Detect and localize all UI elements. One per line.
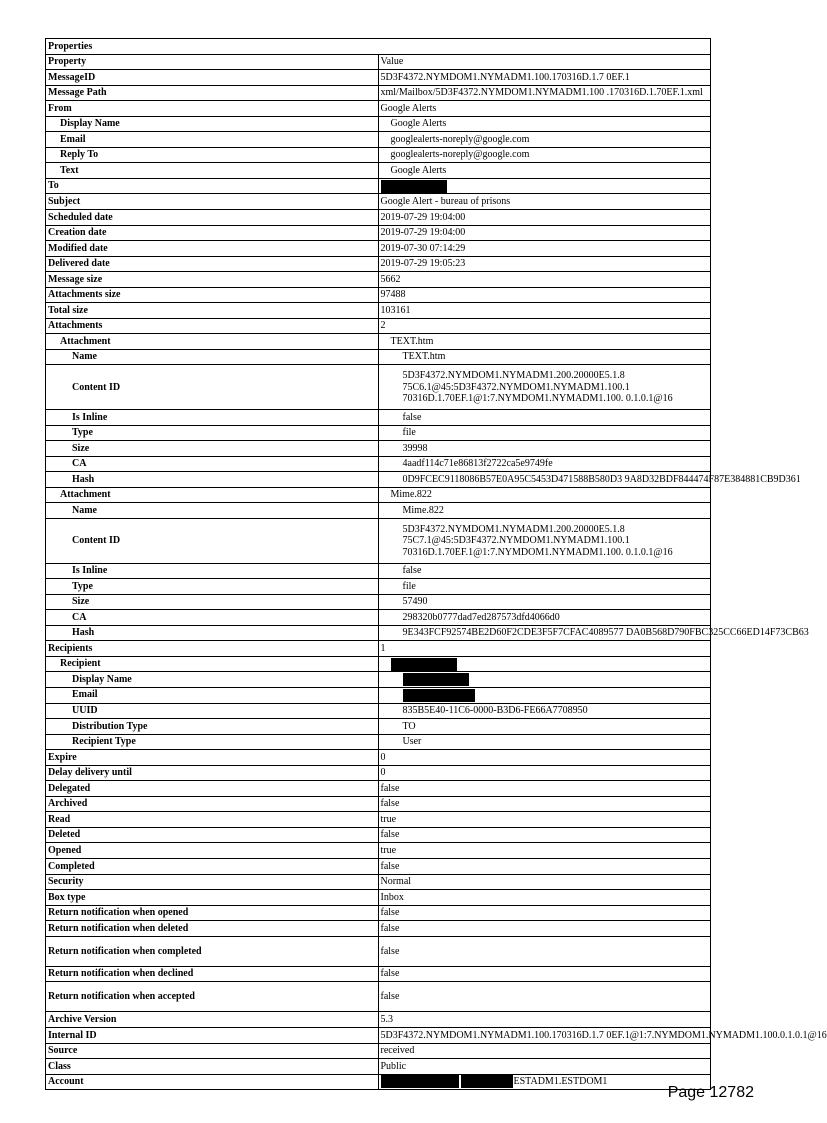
property-name: Creation date — [46, 225, 379, 241]
property-name: Security — [46, 874, 379, 890]
value-text: false — [380, 782, 400, 794]
property-name: Is Inline — [46, 563, 379, 579]
property-name: Total size — [46, 303, 379, 319]
account-text: ESTADM1.ESTDOM1 — [513, 1076, 608, 1088]
property-name: Content ID — [46, 518, 379, 563]
value-text: 0 — [380, 751, 386, 763]
value-text: Google Alert - bureau of prisons — [380, 195, 511, 207]
value-text: 0D9FCEC9118086B57E0A95C5453D471588B580D3 9A8D32BDF844474F87E384881CB9D361 — [402, 473, 801, 485]
value-text: 835B5E40-11C6-0000-B3D6-FE66A7708950 — [402, 705, 588, 717]
value-text: false — [402, 411, 422, 423]
property-name: Opened — [46, 843, 379, 859]
table-row — [46, 656, 711, 672]
property-value — [378, 1012, 711, 1028]
property-value — [378, 890, 711, 906]
value-text: received — [380, 1045, 415, 1057]
table-row — [46, 905, 711, 921]
table-row — [46, 225, 711, 241]
table-row — [46, 625, 711, 641]
table-row — [46, 890, 711, 906]
property-name: Text — [46, 163, 379, 179]
property-value — [378, 194, 711, 210]
value-text: googlealerts-noreply@google.com — [390, 133, 530, 145]
property-name: Distribution Type — [46, 719, 379, 735]
property-name: CA — [46, 610, 379, 626]
property-name: Type — [46, 425, 379, 441]
property-value — [378, 1059, 711, 1075]
property-value — [378, 672, 711, 688]
value-text: false — [380, 907, 400, 919]
property-value — [378, 921, 711, 937]
property-value — [378, 518, 711, 563]
property-value — [378, 116, 711, 132]
property-value — [378, 982, 711, 1012]
value-text: 298320b0777dad7ed287573dfd4066d0 — [402, 611, 560, 623]
property-name: Box type — [46, 890, 379, 906]
table-row — [46, 563, 711, 579]
table-row — [46, 116, 711, 132]
property-name: CA — [46, 456, 379, 472]
table-row — [46, 1043, 711, 1059]
property-name: Attachments size — [46, 287, 379, 303]
table-header-row — [46, 54, 711, 70]
property-value — [378, 796, 711, 812]
table-row — [46, 456, 711, 472]
table-row — [46, 256, 711, 272]
value-text: 1 — [380, 642, 386, 654]
value-text: TEXT.htm — [402, 351, 446, 363]
table-row — [46, 318, 711, 334]
property-value — [378, 410, 711, 426]
property-value — [378, 132, 711, 148]
page-number: Page 12782 — [667, 1084, 754, 1101]
redaction-block — [391, 658, 457, 671]
property-value — [378, 687, 711, 703]
property-name: Return notification when opened — [46, 905, 379, 921]
value-text: 5D3F4372.NYMDOM1.NYMADM1.100.170316D.1.7 0EF.1 — [380, 71, 630, 83]
property-value — [378, 503, 711, 519]
property-name: Read — [46, 812, 379, 828]
table-row — [46, 966, 711, 982]
value-text: file — [402, 580, 416, 592]
property-value — [378, 1074, 711, 1090]
property-name: Delivered date — [46, 256, 379, 272]
table-row — [46, 487, 711, 503]
property-name: Recipients — [46, 641, 379, 657]
table-row — [46, 518, 711, 563]
property-value — [378, 272, 711, 288]
table-row — [46, 147, 711, 163]
value-text: Normal — [380, 876, 412, 888]
property-value — [378, 812, 711, 828]
property-name: Recipient Type — [46, 734, 379, 750]
value-text: false — [380, 991, 400, 1003]
property-name: Size — [46, 441, 379, 457]
table-row — [46, 303, 711, 319]
property-name: Internal ID — [46, 1028, 379, 1044]
table-row — [46, 703, 711, 719]
property-value — [378, 441, 711, 457]
table-row — [46, 827, 711, 843]
value-text: false — [380, 922, 400, 934]
value-text: 2019-07-29 19:05:23 — [380, 258, 466, 270]
value-text: 2019-07-29 19:04:00 — [380, 211, 466, 223]
properties-table — [45, 38, 827, 1090]
table-row — [46, 132, 711, 148]
property-value — [378, 750, 711, 766]
property-value — [378, 163, 711, 179]
property-value — [378, 225, 711, 241]
property-name: Account — [46, 1074, 379, 1090]
property-value — [378, 210, 711, 226]
value-text: false — [380, 945, 400, 957]
property-name: Email — [46, 132, 379, 148]
redaction-block — [403, 673, 469, 686]
property-value — [378, 719, 711, 735]
value-text: Public — [380, 1060, 407, 1072]
property-name: Name — [46, 503, 379, 519]
property-name: Type — [46, 579, 379, 595]
property-name: Hash — [46, 472, 379, 488]
header-value: Value — [378, 54, 711, 70]
value-text: xml/Mailbox/5D3F4372.NYMDOM1.NYMADM1.100 .170316D.1.70EF.1.xml — [380, 87, 703, 99]
table-row — [46, 441, 711, 457]
property-value — [378, 365, 711, 410]
table-row — [46, 472, 711, 488]
table-row — [46, 982, 711, 1012]
property-value — [378, 703, 711, 719]
table-row — [46, 1059, 711, 1075]
property-value — [378, 147, 711, 163]
property-name: Return notification when deleted — [46, 921, 379, 937]
table-row — [46, 210, 711, 226]
value-text: 0 — [380, 767, 386, 779]
property-value — [378, 287, 711, 303]
property-name: Completed — [46, 858, 379, 874]
table-row — [46, 503, 711, 519]
property-value — [378, 625, 809, 641]
property-name: Display Name — [46, 672, 379, 688]
property-name: Is Inline — [46, 410, 379, 426]
value-text: Google Alerts — [390, 118, 447, 130]
property-value — [378, 456, 711, 472]
redaction-block — [381, 180, 447, 193]
property-value — [378, 318, 711, 334]
table-row — [46, 765, 711, 781]
table-row — [46, 687, 711, 703]
value-text: true — [380, 813, 397, 825]
table-row — [46, 410, 711, 426]
value-text: 2 — [380, 320, 386, 332]
value-text: 9E343FCF92574BE2D60F2CDE3F5F7CFAC4089577 DA0B568D790FBC325CC66ED14F73CB63 — [402, 627, 809, 639]
property-value — [378, 827, 711, 843]
value-text: Inbox — [380, 891, 404, 903]
property-name: Return notification when declined — [46, 966, 379, 982]
table-title: Properties — [46, 39, 711, 55]
property-name: Archive Version — [46, 1012, 379, 1028]
property-value — [378, 334, 711, 350]
value-text: 2019-07-29 19:04:00 — [380, 227, 466, 239]
table-row — [46, 610, 711, 626]
table-row — [46, 641, 711, 657]
property-name: Name — [46, 349, 379, 365]
property-name: Message Path — [46, 85, 379, 101]
table-row — [46, 672, 711, 688]
table-row — [46, 241, 711, 257]
property-value — [378, 594, 711, 610]
property-value — [378, 1028, 827, 1044]
value-text: 2019-07-30 07:14:29 — [380, 242, 466, 254]
table-row — [46, 334, 711, 350]
value-text: Google Alerts — [380, 102, 437, 114]
property-value — [378, 656, 711, 672]
value-text: false — [380, 798, 400, 810]
property-value — [378, 936, 711, 966]
table-row — [46, 287, 711, 303]
property-value — [378, 425, 711, 441]
value-text: Mime.822 — [390, 489, 432, 501]
property-name: Attachments — [46, 318, 379, 334]
table-row — [46, 812, 711, 828]
property-name: Subject — [46, 194, 379, 210]
value-text: true — [380, 844, 397, 856]
table-row — [46, 70, 711, 86]
table-row — [46, 936, 711, 966]
property-value — [378, 641, 711, 657]
property-value — [378, 579, 711, 595]
value-text: 4aadf114c71e86813f2722ca5e9749fe — [402, 458, 553, 470]
table-row — [46, 178, 711, 194]
property-value — [378, 905, 711, 921]
property-name: Content ID — [46, 365, 379, 410]
header-property: Property — [46, 54, 379, 70]
property-value — [378, 303, 711, 319]
property-name: Source — [46, 1043, 379, 1059]
property-value — [378, 781, 711, 797]
property-name: UUID — [46, 703, 379, 719]
property-value — [378, 734, 711, 750]
property-name: Class — [46, 1059, 379, 1075]
property-name: Display Name — [46, 116, 379, 132]
property-value — [378, 256, 711, 272]
table-row — [46, 594, 711, 610]
property-name: Email — [46, 687, 379, 703]
table-row — [46, 719, 711, 735]
property-value — [378, 610, 711, 626]
value-text: 5.3 — [380, 1013, 393, 1025]
value-text: googlealerts-noreply@google.com — [390, 149, 530, 161]
value-text: User — [402, 736, 422, 748]
table-row — [46, 734, 711, 750]
table-row — [46, 796, 711, 812]
redaction-block — [381, 1075, 459, 1088]
table-row — [46, 579, 711, 595]
property-name: Return notification when accepted — [46, 982, 379, 1012]
table-row — [46, 101, 711, 117]
property-value — [378, 349, 711, 365]
value-text: false — [402, 565, 422, 577]
value-text: file — [402, 427, 416, 439]
property-value — [378, 472, 801, 488]
property-name: MessageID — [46, 70, 379, 86]
table-row — [46, 858, 711, 874]
table-row — [46, 349, 711, 365]
value-text: 97488 — [380, 289, 406, 301]
property-name: Expire — [46, 750, 379, 766]
table-row — [46, 365, 711, 410]
value-text: 103161 — [380, 304, 411, 316]
property-name: Attachment — [46, 334, 379, 350]
table-row — [46, 272, 711, 288]
table-row — [46, 921, 711, 937]
value-text: false — [380, 968, 400, 980]
value-text: false — [380, 860, 400, 872]
table-row — [46, 85, 711, 101]
property-value — [378, 1043, 711, 1059]
table-row — [46, 874, 711, 890]
table-row — [46, 163, 711, 179]
property-value — [378, 765, 711, 781]
property-name: Delay delivery until — [46, 765, 379, 781]
value-text: 5662 — [380, 273, 401, 285]
property-name: Return notification when completed — [46, 936, 379, 966]
table-row — [46, 194, 711, 210]
property-value — [378, 874, 711, 890]
value-text: 57490 — [402, 596, 428, 608]
property-value — [378, 966, 711, 982]
property-name: Deleted — [46, 827, 379, 843]
redaction-block — [403, 689, 475, 702]
value-text: false — [380, 829, 400, 841]
property-value — [378, 843, 711, 859]
property-name: Delegated — [46, 781, 379, 797]
property-name: To — [46, 178, 379, 194]
property-name: Attachment — [46, 487, 379, 503]
property-name: Modified date — [46, 241, 379, 257]
table-row — [46, 843, 711, 859]
value-text: TEXT.htm — [390, 335, 434, 347]
table-row — [46, 1012, 711, 1028]
value-text: TO — [402, 720, 416, 732]
value-text: Mime.822 — [402, 504, 444, 516]
value-text: 5D3F4372.NYMDOM1.NYMADM1.100.170316D.1.7 0EF.1@1:7.NYMDOM1.NYMADM1.100.0.1.0.1@16 — [380, 1029, 827, 1041]
value-text: 39998 — [402, 442, 428, 454]
table-row — [46, 781, 711, 797]
property-value — [378, 85, 711, 101]
property-value — [378, 858, 711, 874]
property-name: Archived — [46, 796, 379, 812]
redaction-block — [461, 1075, 513, 1088]
value-text: Google Alerts — [390, 164, 447, 176]
value-text: 5D3F4372.NYMDOM1.NYMADM1.200.20000E5.1.8 75C7.1@45:5D3F4372.NYMDOM1.NYMADM1.100.1 70316D.1.70EF.1@1:7.NYMDOM1.NYMADM1.100. 0.1.0.1@16 — [402, 523, 673, 558]
property-value — [378, 487, 711, 503]
table-row — [46, 1028, 711, 1044]
value-text: 5D3F4372.NYMDOM1.NYMADM1.200.20000E5.1.8 75C6.1@45:5D3F4372.NYMDOM1.NYMADM1.100.1 70316D.1.70EF.1@1:7.NYMDOM1.NYMADM1.100. 0.1.0.1@16 — [402, 370, 673, 405]
table-row — [46, 1074, 711, 1090]
property-value — [378, 70, 711, 86]
table-row — [46, 425, 711, 441]
property-value — [378, 101, 711, 117]
property-name: Hash — [46, 625, 379, 641]
property-name: From — [46, 101, 379, 117]
property-value — [378, 241, 711, 257]
property-name: Scheduled date — [46, 210, 379, 226]
property-name: Recipient — [46, 656, 379, 672]
table-title-row — [46, 39, 711, 55]
property-name: Message size — [46, 272, 379, 288]
property-name: Size — [46, 594, 379, 610]
property-value — [378, 178, 711, 194]
property-value — [378, 563, 711, 579]
table-row — [46, 750, 711, 766]
property-name: Reply To — [46, 147, 379, 163]
